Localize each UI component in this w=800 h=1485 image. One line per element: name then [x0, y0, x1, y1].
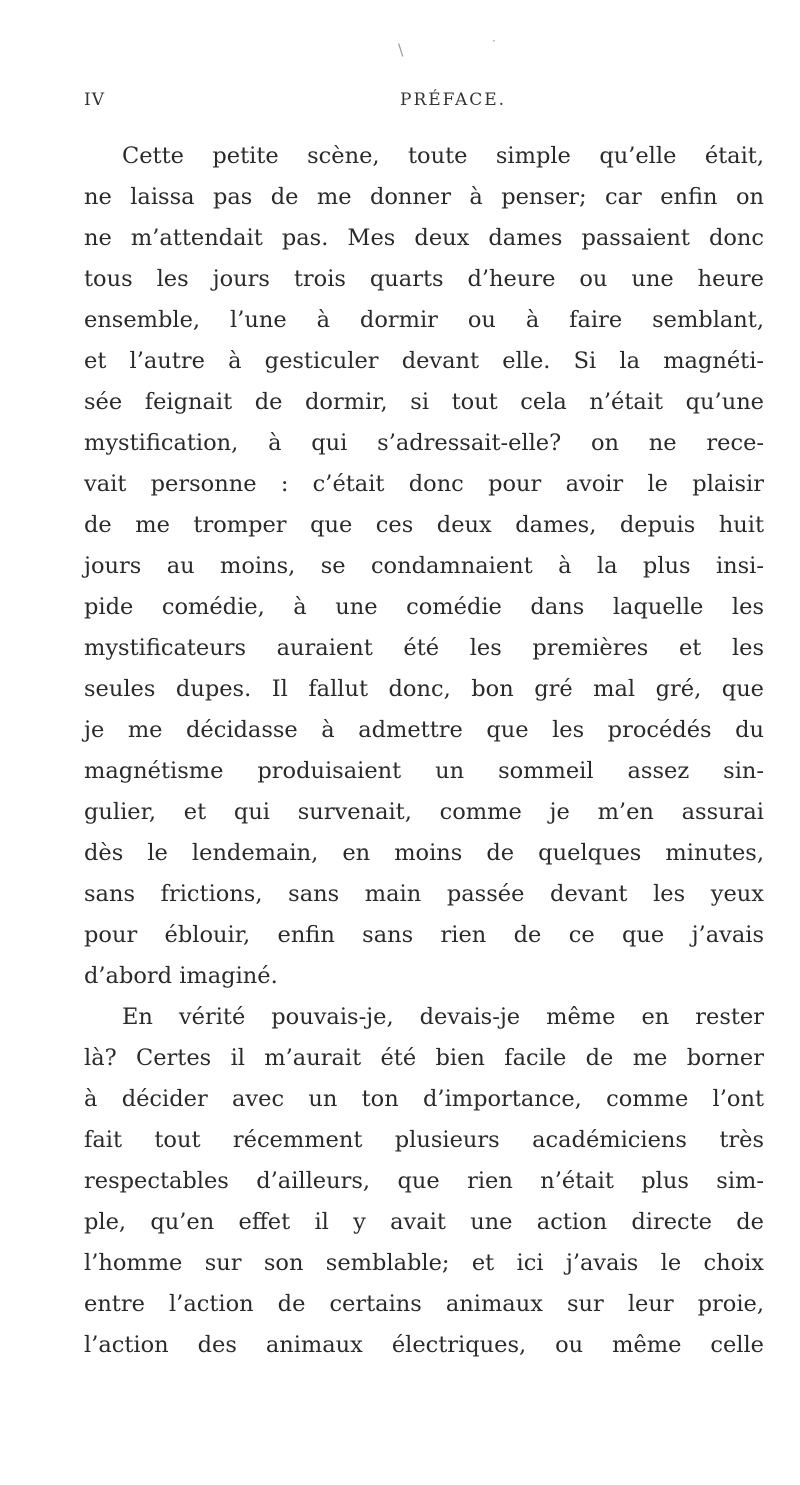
page-number: IV: [84, 90, 105, 110]
running-title: PRÉFACE.: [400, 90, 507, 110]
text-line: Cette petite scène, toute simple qu’elle était,: [122, 143, 764, 169]
text-line: jours au moins, se condamnaient à la plus insi-: [84, 553, 764, 579]
text-line: et l’autre à gesticuler devant elle. Si la magnéti-: [84, 348, 764, 374]
text-line: fait tout récemment plusieurs académiciens très: [84, 1127, 764, 1153]
text-line: pour éblouir, enfin sans rien de ce que j’avais: [84, 922, 764, 948]
text-line: ensemble, l’une à dormir ou à faire semblant,: [84, 307, 764, 333]
text-line: respectables d’ailleurs, que rien n’était plus sim-: [84, 1168, 764, 1194]
text-line: à décider avec un ton d’importance, comme l’ont: [84, 1086, 764, 1112]
text-line: l’action des animaux électriques, ou même celle: [84, 1332, 764, 1358]
text-line: pide comédie, à une comédie dans laquelle les: [84, 594, 764, 620]
body-text: [84, 136, 764, 1366]
text-line: mystification, à qui s’adressait-elle? on ne rece-: [84, 430, 764, 456]
text-line: de me tromper que ces deux dames, depuis huit: [84, 512, 764, 538]
text-line: gulier, et qui survenait, comme je m’en assurai: [84, 799, 764, 825]
text-line: l’homme sur son semblable; et ici j’avais le choix: [84, 1250, 764, 1276]
text-line: ne laissa pas de me donner à penser; car enfin on: [84, 184, 764, 210]
text-line: ple, qu’en effet il y avait une action directe de: [84, 1209, 764, 1235]
text-line: d’abord imaginé.: [84, 963, 278, 989]
text-line: seules dupes. Il fallut donc, bon gré mal gré, que: [84, 676, 764, 702]
text-line: entre l’action de certains animaux sur leur proie,: [84, 1291, 764, 1317]
text-line: sée feignait de dormir, si tout cela n’était qu’une: [84, 389, 764, 415]
text-line: magnétisme produisaient un sommeil assez sin-: [84, 758, 764, 784]
text-line: En vérité pouvais-je, devais-je même en rester: [122, 1004, 764, 1030]
text-line: ne m’attendait pas. Mes deux dames passaient donc: [84, 225, 764, 251]
text-line: là? Certes il m’aurait été bien facile de me borner: [84, 1045, 764, 1071]
text-line: mystificateurs auraient été les premières et les: [84, 635, 764, 661]
text-line: je me décidasse à admettre que les procédés du: [84, 717, 764, 743]
print-dot: ·: [492, 34, 496, 48]
text-line: tous les jours trois quarts d’heure ou une heure: [84, 266, 764, 292]
print-mark: \: [398, 40, 404, 59]
text-line: sans frictions, sans main passée devant les yeux: [84, 881, 764, 907]
text-line: vait personne : c’était donc pour avoir le plaisir: [84, 471, 764, 497]
text-line: dès le lendemain, en moins de quelques minutes,: [84, 840, 764, 866]
page-header: [84, 90, 764, 116]
